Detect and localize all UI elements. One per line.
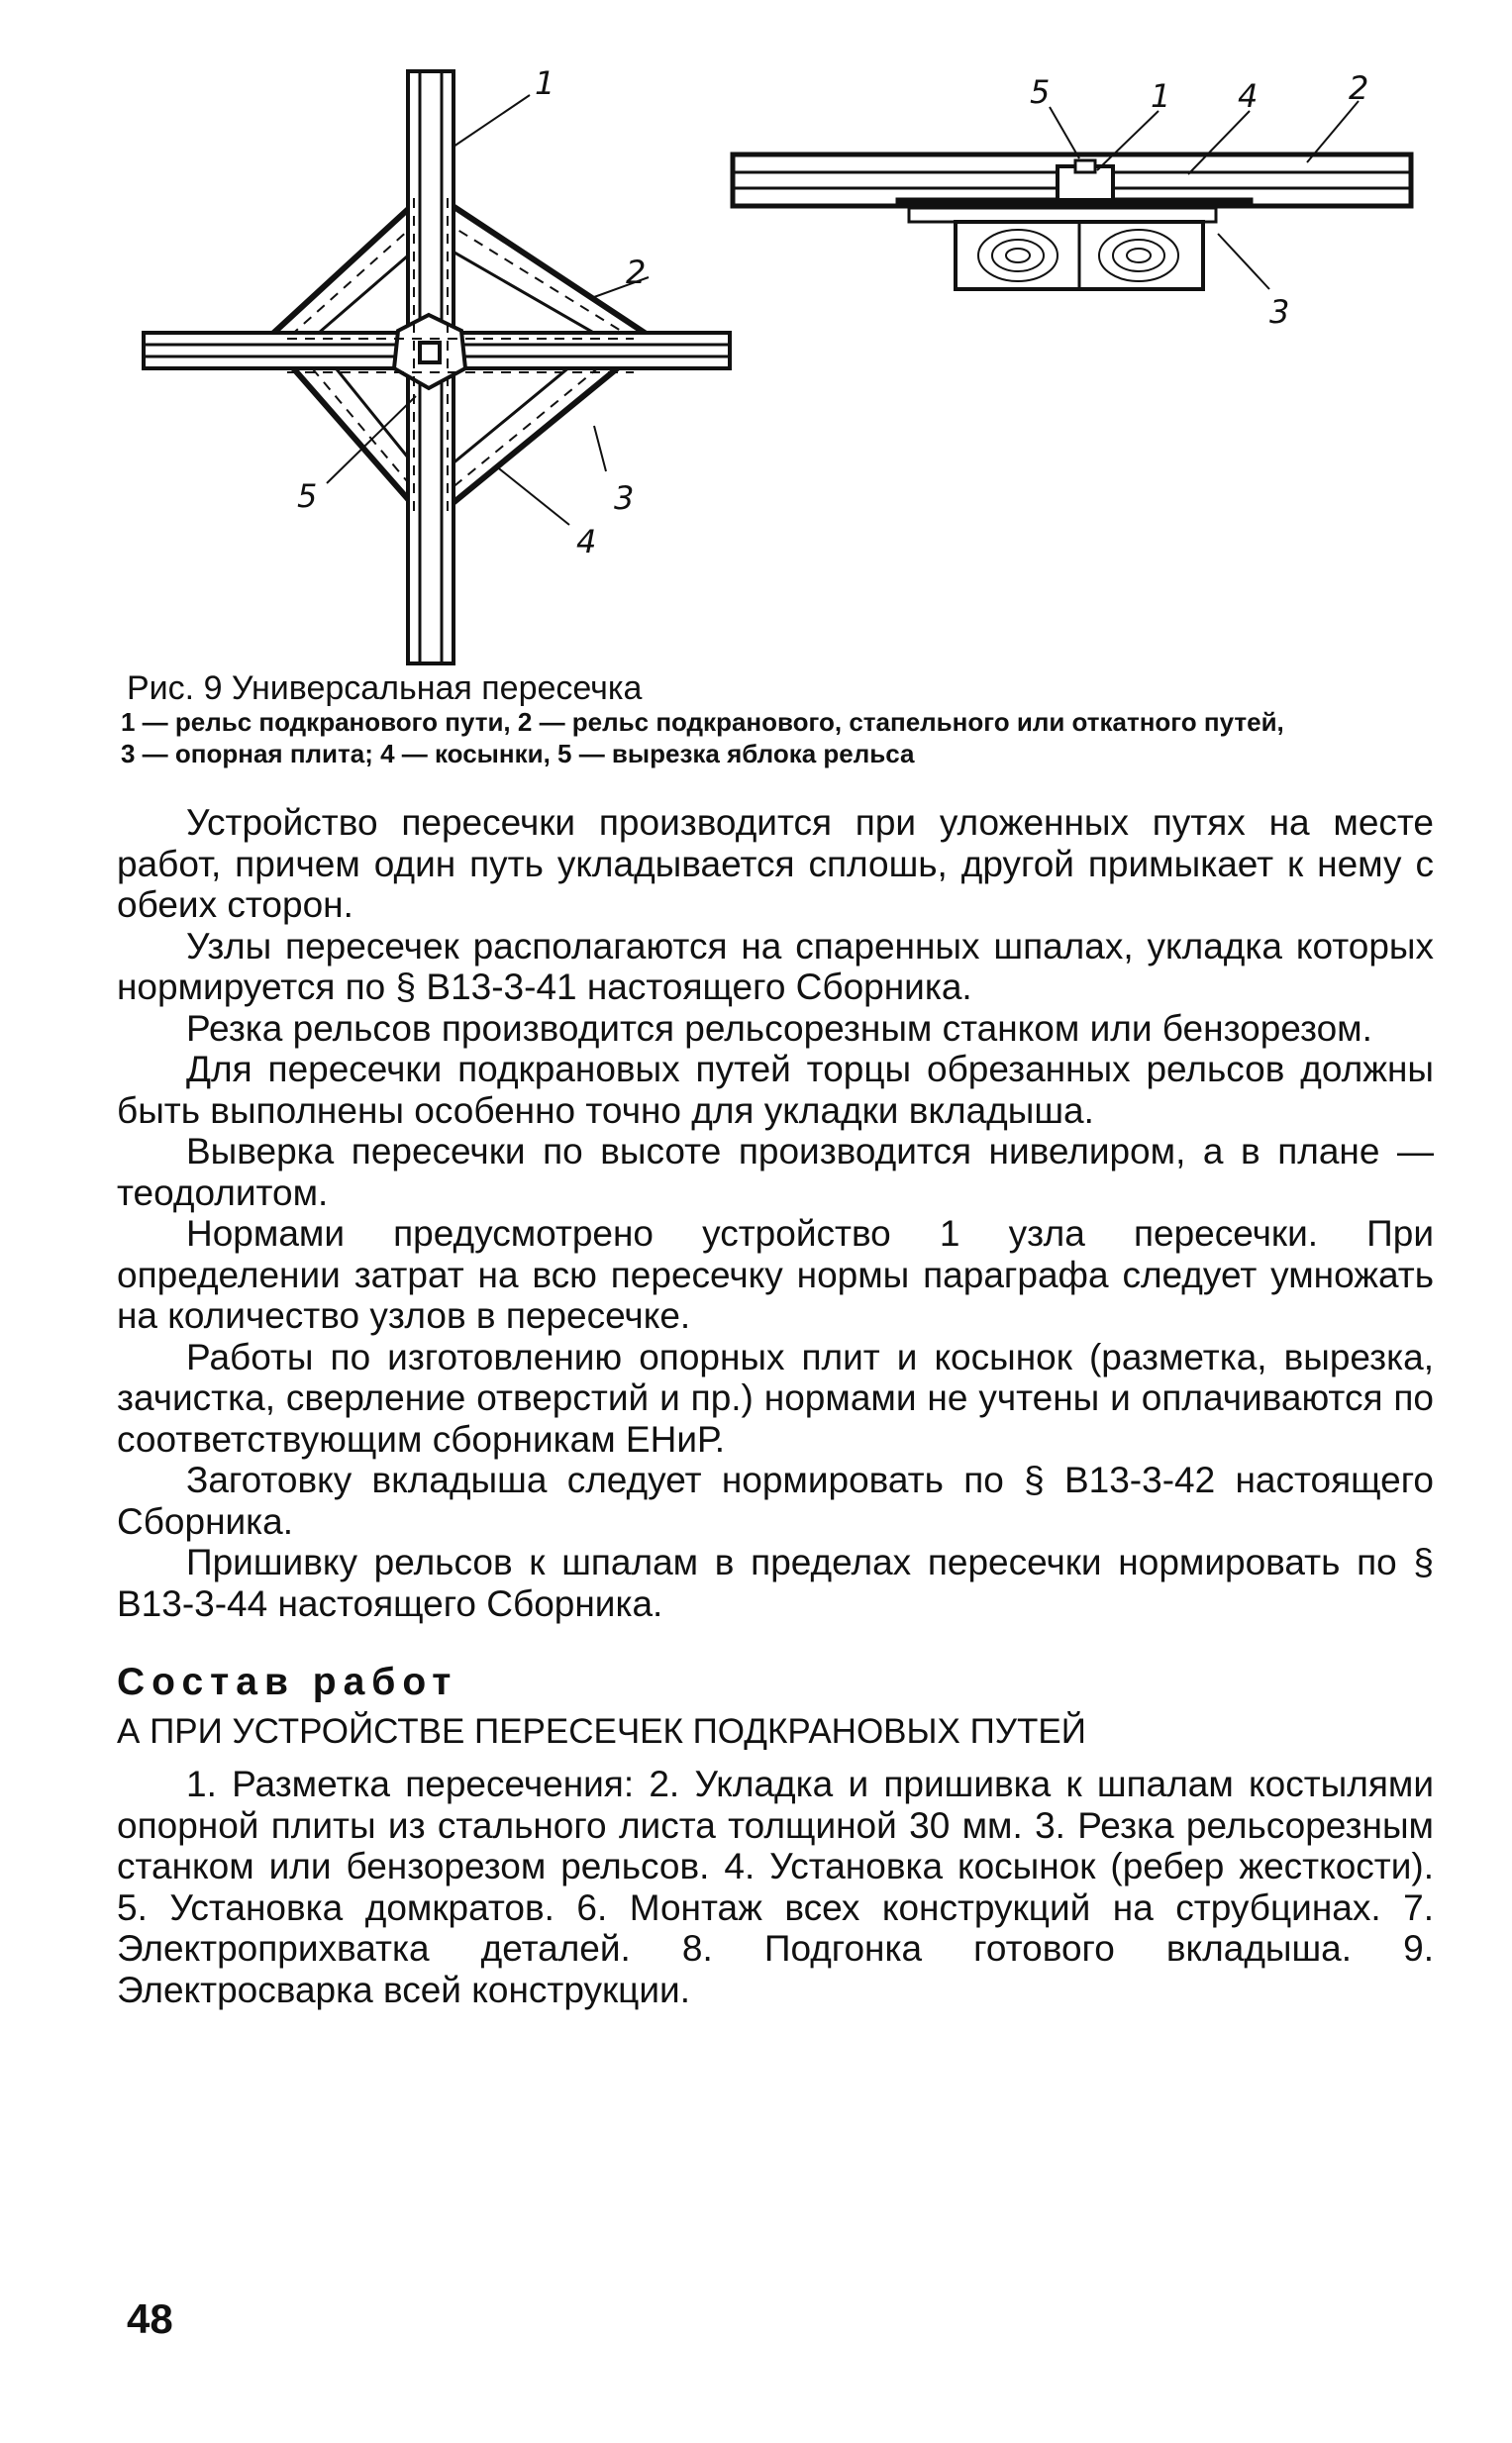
section-heading: Состав работ [117,1661,458,1703]
svg-text:2: 2 [1349,69,1369,107]
crossing-section-drawing [733,101,1411,289]
section-subheading: А ПРИ УСТРОЙСТВЕ ПЕРЕСЕЧЕК ПОДКРАНОВЫХ ПУТЕЙ [117,1711,1086,1751]
paragraph: Работы по изготовлению опорных плит и косынок (разметка, вырезка, зачистка, сверление отверстий и пр.) нормами не учтены и оплачиваются по соответствующим сборникам ЕНиР. [117,1336,1434,1460]
paragraph: Резка рельсов производится рельсорезным станком или бензорезом. [186,1007,1372,1049]
svg-text:1: 1 [1151,77,1171,115]
svg-text:5: 5 [1030,73,1051,111]
paragraph: Узлы пересечек располагаются на спаренных шпалах, укладка которых нормируется по § В13-3-41 настоящего Сборника. [117,925,1434,1007]
svg-text:4: 4 [576,523,597,560]
paragraph: Заготовку вкладыша следует нормировать по § В13-3-42 настоящего Сборника. [117,1460,1434,1542]
crossing-plan-drawing [144,71,730,663]
paragraph: Пришивку рельсов к шпалам в пределах пересечки нормировать по § В13-3-44 настоящего Сборника. [117,1542,1434,1624]
svg-text:1: 1 [535,64,555,102]
figure-legend-line-2: 3 — опорная плита; 4 — косынки, 5 — вырезка яблока рельса [121,739,915,768]
paragraph: Нормами предусмотрено устройство 1 узла пересечки. При определении затрат на всю пересечку нормы параграфа следует умножать на количество узлов в пересечке. [117,1213,1434,1336]
svg-text:2: 2 [626,254,647,291]
svg-text:5: 5 [297,477,318,515]
body-text [117,802,1434,2010]
paragraph: Для пересечки подкрановых путей торцы обрезанных рельсов должны быть выполнены особенно точно для укладки вкладыша. [117,1049,1434,1131]
paragraph: Устройство пересечки производится при уложенных путях на месте работ, причем один путь укладывается сплошь, другой примыкает к нему с обеих сторон. [117,802,1434,925]
figure-caption-title: Рис. 9 Универсальная пересечка [127,669,643,707]
page-number: 48 [127,2295,173,2342]
figure-drawings [0,0,1512,693]
figure-legend-line-1: 1 — рельс подкранового пути, 2 — рельс подкранового, стапельного или откатного путей, [121,707,1284,737]
work-list: 1. Разметка пересечения: 2. Укладка и пришивка к шпалам костылями опорной плиты из стального листа толщиной 30 мм. 3. Резка рельсорезным станком или бензорезом рельсов. 4. Установка косынок (ребер жесткости). 5. Установка домкратов. 6. Монтаж всех конструкций на струбцинах. 7. Электроприхватка деталей. 8. Подгонка готового вкладыша. 9. Электросварка всей конструкции. [117,1764,1434,2010]
svg-text:4: 4 [1238,77,1259,115]
svg-text:3: 3 [614,479,635,517]
paragraph: Выверка пересечки по высоте производится нивелиром, а в плане — теодолитом. [117,1131,1434,1213]
svg-text:3: 3 [1269,293,1290,331]
